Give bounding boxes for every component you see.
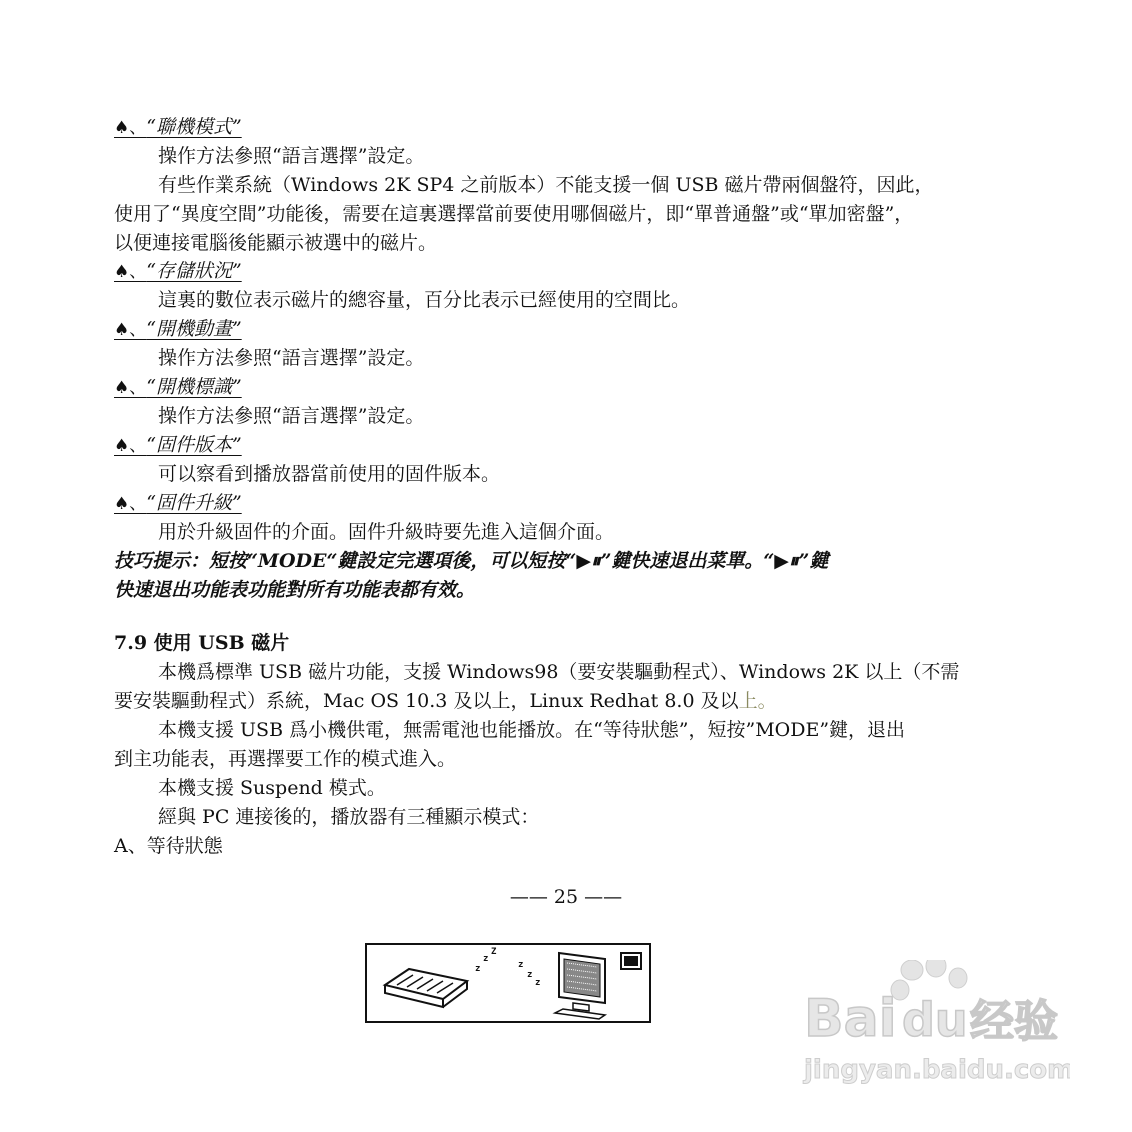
section-title: “聯機模式” [146, 116, 242, 138]
section-title: “固件版本” [146, 434, 242, 456]
section-heading [114, 258, 1024, 285]
body-text: 本機爲標準 USB 磁片功能，支援 Windows98（要安裝驅動程式）、Windows 2K 以上（不需 [158, 661, 960, 683]
spade-icon: ♠、 [114, 494, 147, 514]
section-title: “開機動畫” [146, 318, 242, 340]
computer-monitor-icon [555, 953, 605, 1019]
section-heading [114, 114, 1024, 141]
svg-text:Z: Z [491, 947, 497, 957]
watermark-brand-2: du [902, 993, 968, 1047]
watermark-cn: 经验 [970, 996, 1058, 1047]
section-title: “開機標識” [146, 376, 242, 398]
spade-icon: ♠、 [114, 436, 147, 456]
section-number-heading: 7.9 使用 USB 磁片 [114, 632, 290, 654]
section-heading [114, 490, 1024, 517]
tip-text: 快速退出功能表功能對所有功能表都有效。 [114, 579, 476, 601]
watermark-url: jingyan.baidu.com [804, 1055, 1070, 1085]
baidu-jingyan-watermark [800, 960, 1070, 1090]
body-text: 這裏的數位表示磁片的總容量，百分比表示已經使用的空間比。 [158, 289, 691, 311]
spade-icon: ♠、 [114, 320, 147, 340]
body-text: 到主功能表，再選擇要工作的模式進入。 [114, 748, 457, 770]
body-text: 本機支援 Suspend 模式。 [158, 777, 386, 799]
body-text: 操作方法參照“語言選擇”設定。 [158, 347, 425, 369]
usb-drive-icon [385, 969, 467, 1007]
body-text: 本機支援 USB 爲小機供電，無需電池也能播放。在“等待狀態”，短按”MODE”鍵，退出 [158, 719, 906, 741]
svg-text:z: z [527, 970, 533, 980]
watermark-brand: Bai [804, 989, 897, 1049]
body-text: 有些作業系統（Windows 2K SP4 之前版本）不能支援一個 USB 磁片帶兩個盤符，因此， [158, 174, 934, 196]
battery-icon [621, 953, 641, 969]
body-text: 經與 PC 連接後的，播放器有三種顯示模式： [158, 806, 540, 828]
svg-text:z: z [518, 960, 524, 970]
svg-text:z: z [475, 964, 481, 974]
body-text: 用於升級固件的介面。固件升級時要先進入這個介面。 [158, 521, 615, 543]
spade-icon: ♠、 [114, 262, 147, 282]
spade-icon: ♠、 [114, 378, 147, 398]
section-heading [114, 432, 1024, 459]
list-item: A、等待狀態 [114, 835, 223, 857]
sleep-zzz-icon [475, 947, 540, 988]
section-title: “固件升級” [146, 492, 242, 514]
body-text: 要安裝驅動程式）系統，Mac OS 10.3 及以上，Linux Redhat 8.0 及以上。 [114, 690, 777, 712]
body-text: 可以察看到播放器當前使用的固件版本。 [158, 463, 501, 485]
section-heading [114, 316, 1024, 343]
body-text: 操作方法參照“語言選擇”設定。 [158, 145, 425, 167]
body-text: 操作方法參照“語言選擇”設定。 [158, 405, 425, 427]
svg-text:z: z [483, 954, 489, 964]
tip-text: 技巧提示：短按“MODE“鍵設定完選項後，可以短按“▶⏸”鍵快速退出菜單。“▶⏸”鍵 [114, 550, 829, 572]
lcd-screen-illustration [365, 943, 651, 1023]
svg-text:z: z [535, 978, 541, 988]
spade-icon: ♠、 [114, 118, 147, 138]
section-heading [114, 374, 1024, 401]
page-number: —— 25 —— [509, 886, 623, 908]
section-title: “存儲狀況” [146, 260, 242, 282]
body-text: 使用了“異度空間”功能後，需要在這裏選擇當前要使用哪個磁片，即“單普通盤”或“單加密盤”， [114, 203, 914, 225]
body-text: 以便連接電腦後能顯示被選中的磁片。 [114, 232, 438, 254]
